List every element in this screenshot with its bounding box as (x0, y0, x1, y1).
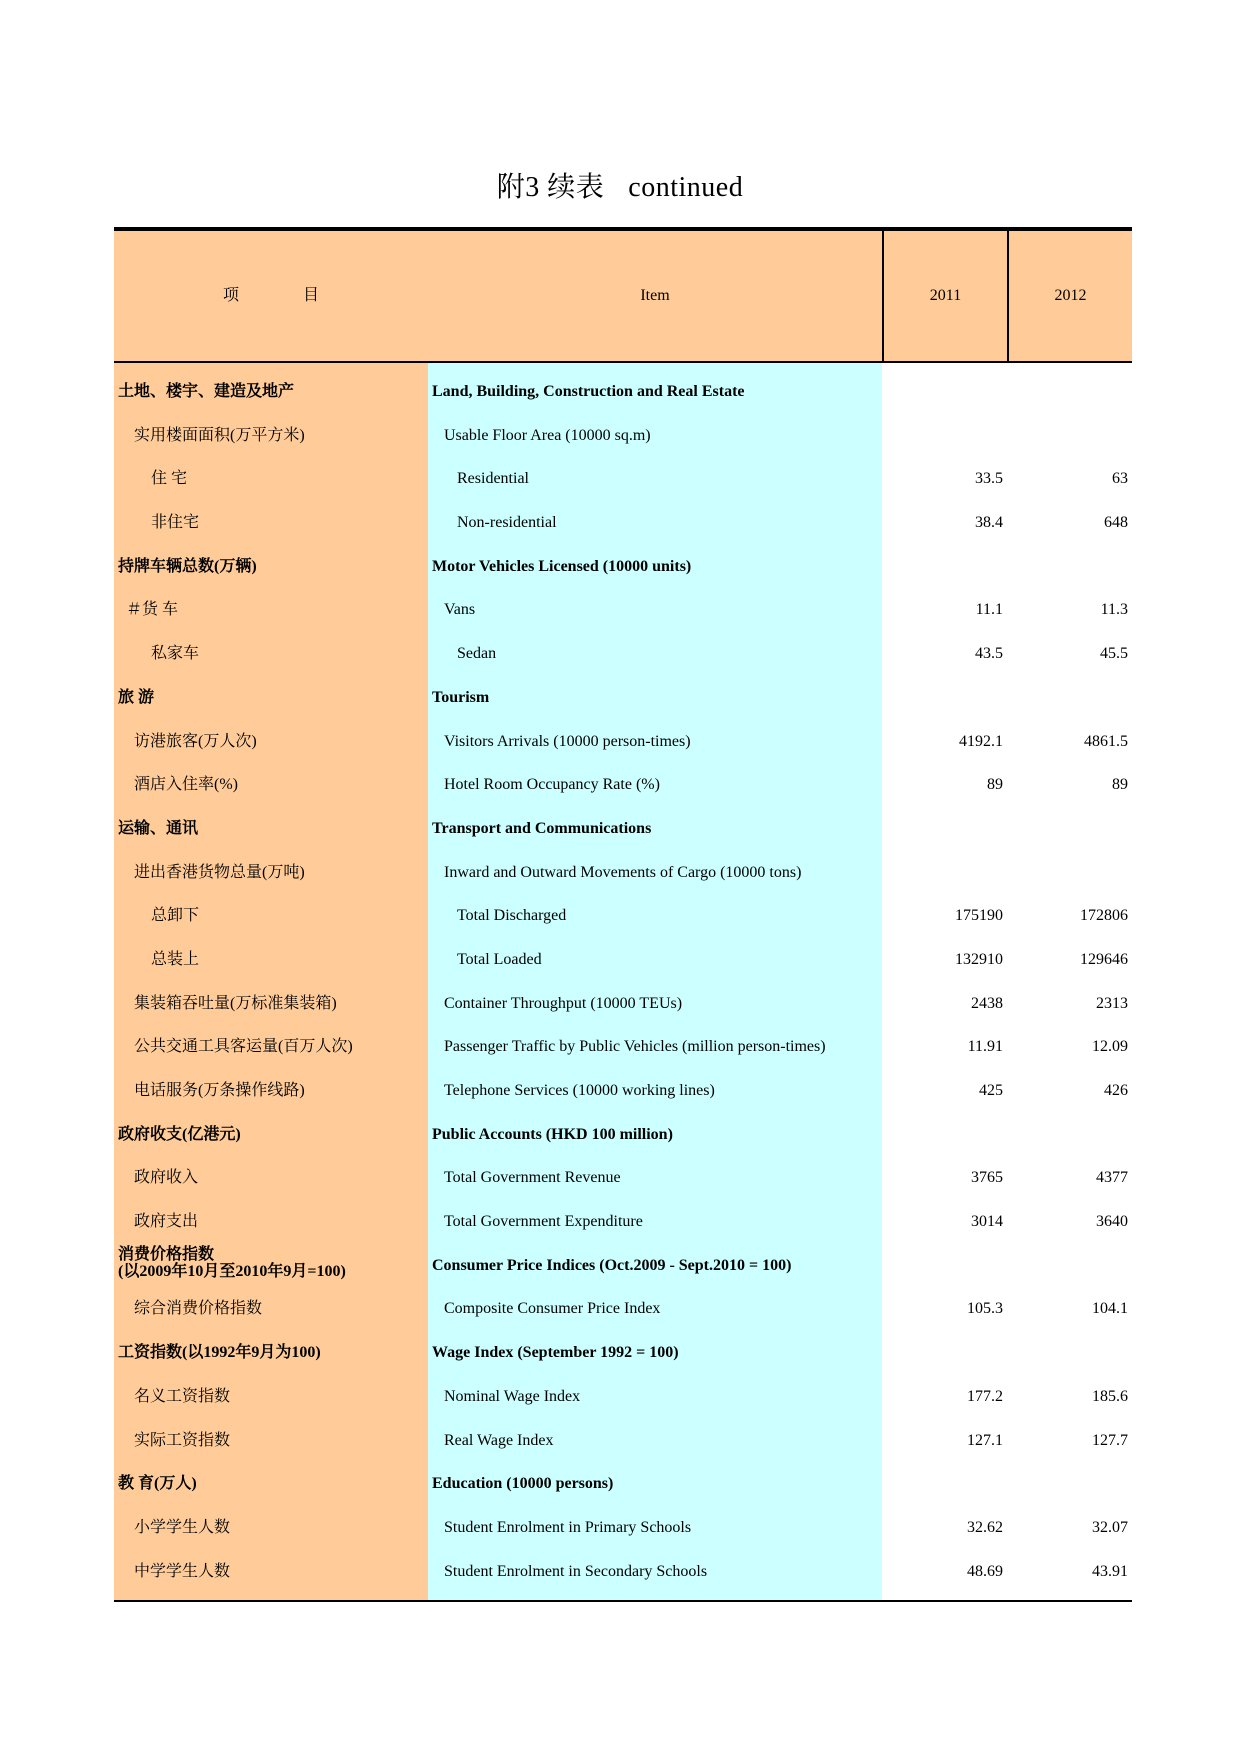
table-row (114, 763, 1132, 807)
row-label-cn: 中学学生人数 (134, 1562, 231, 1580)
header-year-2012: 2012 (1007, 231, 1132, 361)
row-value-2012 (1007, 370, 1128, 414)
row-value-2012 (1007, 1113, 1128, 1157)
row-label-en: Non-residential (457, 514, 557, 532)
row-value-2012: 32.07 (1092, 1518, 1128, 1536)
table-row (114, 1156, 1132, 1200)
table-row (114, 414, 1132, 458)
row-value-2011 (882, 676, 1003, 720)
section-row (114, 545, 1132, 589)
table-row (114, 1287, 1132, 1331)
row-label-cn: 政府收入 (134, 1169, 199, 1187)
row-value-2012 (1007, 1462, 1128, 1506)
header-item-en: Item (640, 287, 670, 304)
row-value-2011: 38.4 (975, 514, 1003, 532)
row-label-en: Consumer Price Indices (Oct.2009 - Sept.2010 = 100) (432, 1256, 792, 1274)
row-label-en: Total Discharged (457, 907, 567, 925)
row-label-cn (118, 1244, 424, 1290)
row-value-2011: 127.1 (967, 1431, 1003, 1449)
table-row (114, 851, 1132, 895)
table-row (114, 588, 1132, 632)
row-label-cn: 进出香港货物总量(万吨) (134, 863, 305, 881)
table-row (114, 938, 1132, 982)
table-row (114, 1025, 1132, 1069)
table-row (114, 1375, 1132, 1419)
row-label-en: Student Enrolment in Primary Schools (444, 1518, 692, 1536)
row-label-cn: 运输、通讯 (118, 819, 199, 837)
table-row (114, 894, 1132, 938)
row-label-cn: 工资指数(以1992年9月为100) (118, 1344, 321, 1362)
row-label-en: Inward and Outward Movements of Cargo (10000 tons) (444, 863, 802, 881)
row-value-2011 (882, 1331, 1003, 1375)
row-label-cn-line2: (以2009年10月至2010年9月=100) (118, 1262, 346, 1280)
row-value-2012: 43.91 (1092, 1562, 1128, 1580)
row-label-cn: 旅 游 (118, 688, 155, 706)
row-value-2011: 89 (987, 776, 1003, 794)
row-value-2011: 3014 (971, 1213, 1003, 1231)
row-label-cn: 土地、楼宇、建造及地产 (118, 383, 295, 400)
table-row (114, 1200, 1132, 1244)
table-row (114, 720, 1132, 764)
row-label-en: Composite Consumer Price Index (444, 1300, 661, 1318)
row-label-en: Vans (444, 601, 476, 619)
row-value-2012 (1007, 1331, 1128, 1375)
row-value-2012: 104.1 (1092, 1300, 1128, 1318)
header-item-cn: 项 目 (222, 287, 319, 304)
row-label-cn: 公共交通工具客运量(百万人次) (134, 1038, 353, 1056)
row-label-cn: 总卸下 (151, 907, 200, 925)
row-label-cn-line1: 消费价格指数 (118, 1245, 215, 1263)
row-value-2011: 11.1 (975, 601, 1003, 619)
row-value-2012: 3640 (1096, 1213, 1128, 1231)
row-value-2012: 172806 (1080, 907, 1128, 925)
row-value-2012: 648 (1104, 514, 1128, 532)
row-value-2012: 426 (1104, 1082, 1128, 1099)
row-label-cn: 政府支出 (134, 1213, 199, 1231)
row-value-2011: 3765 (971, 1169, 1003, 1187)
row-value-2011: 105.3 (967, 1300, 1003, 1318)
row-label-cn: 非住宅 (151, 514, 200, 532)
row-label-cn: 总装上 (151, 950, 200, 968)
row-value-2011: 4192.1 (959, 732, 1003, 750)
row-label-en: Visitors Arrivals (10000 person-times) (444, 732, 691, 750)
row-label-cn: 教 育(万人) (118, 1475, 197, 1493)
row-value-2012: 89 (1112, 776, 1128, 794)
row-label-en: Nominal Wage Index (444, 1387, 581, 1405)
row-label-en: Residential (457, 470, 529, 488)
row-value-2012: 4377 (1096, 1169, 1128, 1187)
row-label-cn: 持牌车辆总数(万辆) (118, 557, 257, 575)
row-label-en: Tourism (432, 688, 490, 706)
section-row (114, 1462, 1132, 1506)
section-row (114, 676, 1132, 720)
title-continued: continued (628, 172, 744, 203)
row-label-en: Sedan (457, 645, 497, 663)
row-label-en: Student Enrolment in Secondary Schools (444, 1562, 708, 1580)
row-label-en: Usable Floor Area (10000 sq.m) (444, 426, 651, 444)
table-row (114, 1550, 1132, 1594)
table-rows (114, 363, 1132, 1600)
row-value-2012: 11.3 (1100, 601, 1128, 619)
row-label-en: Total Loaded (457, 950, 542, 968)
row-value-2011 (882, 807, 1003, 851)
row-value-2011 (882, 1462, 1003, 1506)
table-row (114, 1069, 1132, 1113)
row-label-en: Real Wage Index (444, 1431, 554, 1449)
row-label-en: Transport and Communications (432, 819, 652, 837)
row-value-2011: 33.5 (975, 470, 1003, 488)
row-label-cn: 综合消费价格指数 (134, 1300, 263, 1318)
row-value-2012: 63 (1112, 470, 1128, 488)
row-value-2012 (1007, 676, 1128, 720)
row-label-en: Land, Building, Construction and Real Estate (432, 383, 745, 400)
table-header (114, 227, 1132, 363)
row-value-2012: 12.09 (1092, 1038, 1128, 1056)
row-value-2011: 48.69 (967, 1562, 1003, 1580)
row-value-2011: 177.2 (967, 1387, 1003, 1405)
row-value-2011: 11.91 (967, 1038, 1003, 1056)
row-label-cn: 集装箱吞吐量(万标准集装箱) (134, 994, 337, 1012)
data-table (114, 227, 1132, 1602)
row-value-2012: 45.5 (1100, 645, 1128, 663)
row-value-2011: 175190 (955, 907, 1003, 925)
title-main: 附3 续表 (496, 172, 605, 203)
row-value-2012 (1007, 851, 1128, 895)
row-value-2012 (1007, 807, 1128, 851)
row-label-cn: 名义工资指数 (134, 1387, 231, 1405)
row-value-2011: 425 (979, 1082, 1003, 1099)
row-label-cn: 实际工资指数 (134, 1431, 231, 1449)
row-label-en: Education (10000 persons) (432, 1475, 614, 1493)
row-label-cn: 小学学生人数 (134, 1518, 231, 1536)
row-value-2012: 129646 (1080, 950, 1128, 968)
row-label-en: Public Accounts (HKD 100 million) (432, 1125, 673, 1143)
row-value-2011: 43.5 (975, 645, 1003, 663)
row-label-cn: ＃货 车 (126, 601, 179, 619)
table-row (114, 501, 1132, 545)
table-row (114, 1419, 1132, 1463)
row-value-2012 (1007, 545, 1128, 589)
table-row (114, 1506, 1132, 1550)
row-label-cn: 实用楼面面积(万平方米) (134, 426, 305, 444)
section-row (114, 1113, 1132, 1157)
row-value-2011: 2438 (971, 994, 1003, 1012)
row-value-2012 (1007, 1244, 1128, 1288)
page-title (0, 165, 1240, 205)
row-label-cn: 私家车 (151, 645, 200, 663)
row-value-2012: 2313 (1096, 994, 1128, 1012)
row-value-2011 (882, 1244, 1003, 1288)
row-value-2011 (882, 545, 1003, 589)
row-value-2011: 132910 (955, 950, 1003, 968)
row-value-2011 (882, 851, 1003, 895)
row-value-2012 (1007, 414, 1128, 458)
row-value-2011: 32.62 (967, 1518, 1003, 1536)
row-label-en: Total Government Expenditure (444, 1213, 643, 1231)
table-row (114, 982, 1132, 1026)
row-label-cn: 住 宅 (151, 470, 188, 488)
row-value-2012: 4861.5 (1084, 732, 1128, 750)
row-label-en: Hotel Room Occupancy Rate (%) (444, 776, 660, 794)
row-value-2012: 127.7 (1092, 1431, 1128, 1449)
table-row (114, 632, 1132, 676)
row-value-2011 (882, 414, 1003, 458)
row-label-en: Total Government Revenue (444, 1169, 621, 1187)
row-label-cn: 访港旅客(万人次) (134, 732, 257, 750)
row-label-en: Passenger Traffic by Public Vehicles (million person-times) (444, 1038, 826, 1056)
table-row (114, 457, 1132, 501)
section-row (114, 370, 1132, 414)
row-label-cn: 酒店入住率(%) (134, 776, 238, 794)
section-row (114, 1244, 1132, 1288)
row-value-2012: 185.6 (1092, 1387, 1128, 1405)
table-body (114, 363, 1132, 1602)
row-label-en: Telephone Services (10000 working lines) (444, 1082, 715, 1099)
row-label-cn: 政府收支(亿港元) (118, 1125, 241, 1143)
section-row (114, 807, 1132, 851)
section-row (114, 1331, 1132, 1375)
row-label-en: Container Throughput (10000 TEUs) (444, 994, 683, 1012)
row-value-2011 (882, 1113, 1003, 1157)
header-year-2011: 2011 (882, 231, 1007, 361)
row-value-2011 (882, 370, 1003, 414)
row-label-cn: 电话服务(万条操作线路) (134, 1082, 305, 1099)
row-label-en: Motor Vehicles Licensed (10000 units) (432, 557, 692, 575)
row-label-en: Wage Index (September 1992 = 100) (432, 1344, 679, 1362)
